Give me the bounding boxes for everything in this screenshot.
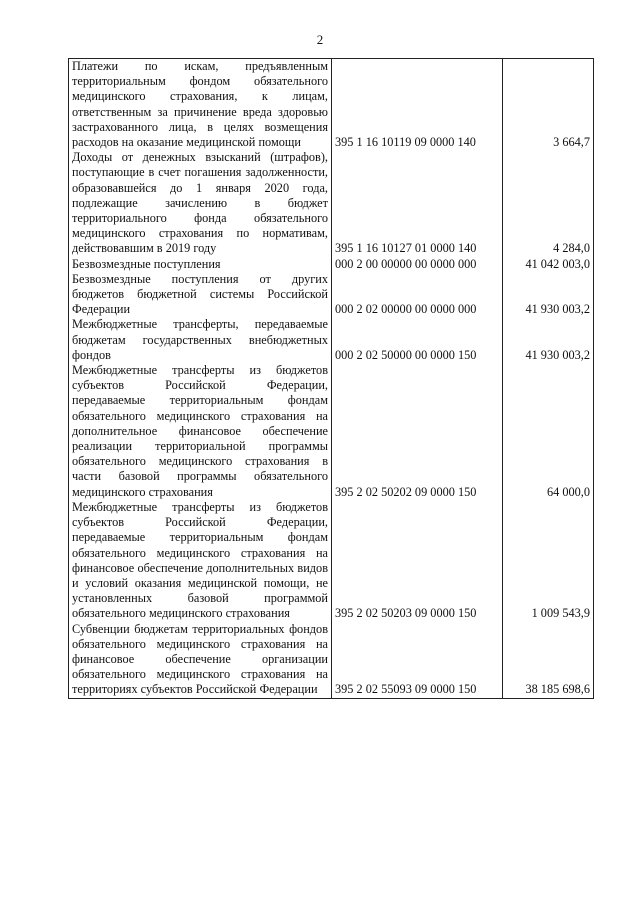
page-number: 2 [316, 32, 324, 47]
budget-code-cell: 000 2 02 50000 00 0000 150 [332, 317, 503, 363]
revenue-name-cell: Доходы от денежных взысканий (штрафов), поступающие в счет погашения задолженности, образовавшейся до 1 января 2020 года, подлежащие зачислению в бюджет территориального фонда обязательного медицинского страхования по нормативам, действовавшим в 2019 году [69, 150, 332, 256]
table-row [69, 59, 594, 151]
revenue-table [68, 58, 594, 699]
table-row [69, 257, 594, 272]
budget-code-cell: 000 2 00 00000 00 0000 000 [332, 257, 503, 272]
budget-code-cell: 395 1 16 10127 01 0000 140 [332, 150, 503, 256]
table-row [69, 272, 594, 318]
revenue-name-cell: Безвозмездные поступления [69, 257, 332, 272]
amount-cell: 41 930 003,2 [503, 272, 594, 318]
budget-code-cell: 000 2 02 00000 00 0000 000 [332, 272, 503, 318]
amount-cell: 64 000,0 [503, 363, 594, 500]
table-row [69, 150, 594, 256]
budget-code-cell: 395 2 02 50203 09 0000 150 [332, 500, 503, 622]
table-row [69, 500, 594, 622]
revenue-name-cell: Межбюджетные трансферты из бюджетов субъектов Российской Федерации, передаваемые территориальным фондам обязательного медицинского страхования на финансовое обеспечение дополнительных видов и условий оказания медицинской помощи, не установленных базовой программой обязательного медицинского страхования [69, 500, 332, 622]
amount-cell: 41 042 003,0 [503, 257, 594, 272]
amount-cell: 41 930 003,2 [503, 317, 594, 363]
revenue-name-cell: Межбюджетные трансферты из бюджетов субъектов Российской Федерации, передаваемые территориальным фондам обязательного медицинского страхования на дополнительное финансовое обеспечение реализации территориальной программы обязательного медицинского страхования в части базовой программы обязательного медицинского страхования [69, 363, 332, 500]
amount-cell: 3 664,7 [503, 59, 594, 151]
revenue-name-cell: Безвозмездные поступления от других бюджетов бюджетной системы Российской Федерации [69, 272, 332, 318]
table-row [69, 622, 594, 699]
revenue-name-cell: Платежи по искам, предъявленным территориальным фондом обязательного медицинского страхования, к лицам, ответственным за причинение вреда здоровью застрахованного лица, в целях возмещения расходов на оказание медицинской помощи [69, 59, 332, 151]
amount-cell: 4 284,0 [503, 150, 594, 256]
budget-code-cell: 395 1 16 10119 09 0000 140 [332, 59, 503, 151]
table-row [69, 363, 594, 500]
revenue-name-cell: Субвенции бюджетам территориальных фондов обязательного медицинского страхования на финансовое обеспечение организации обязательного медицинского страхования на территориях субъектов Российской Федерации [69, 622, 332, 699]
revenue-name-cell: Межбюджетные трансферты, передаваемые бюджетам государственных внебюджетных фондов [69, 317, 332, 363]
budget-code-cell: 395 2 02 55093 09 0000 150 [332, 622, 503, 699]
amount-cell: 38 185 698,6 [503, 622, 594, 699]
amount-cell: 1 009 543,9 [503, 500, 594, 622]
budget-code-cell: 395 2 02 50202 09 0000 150 [332, 363, 503, 500]
table-row [69, 317, 594, 363]
